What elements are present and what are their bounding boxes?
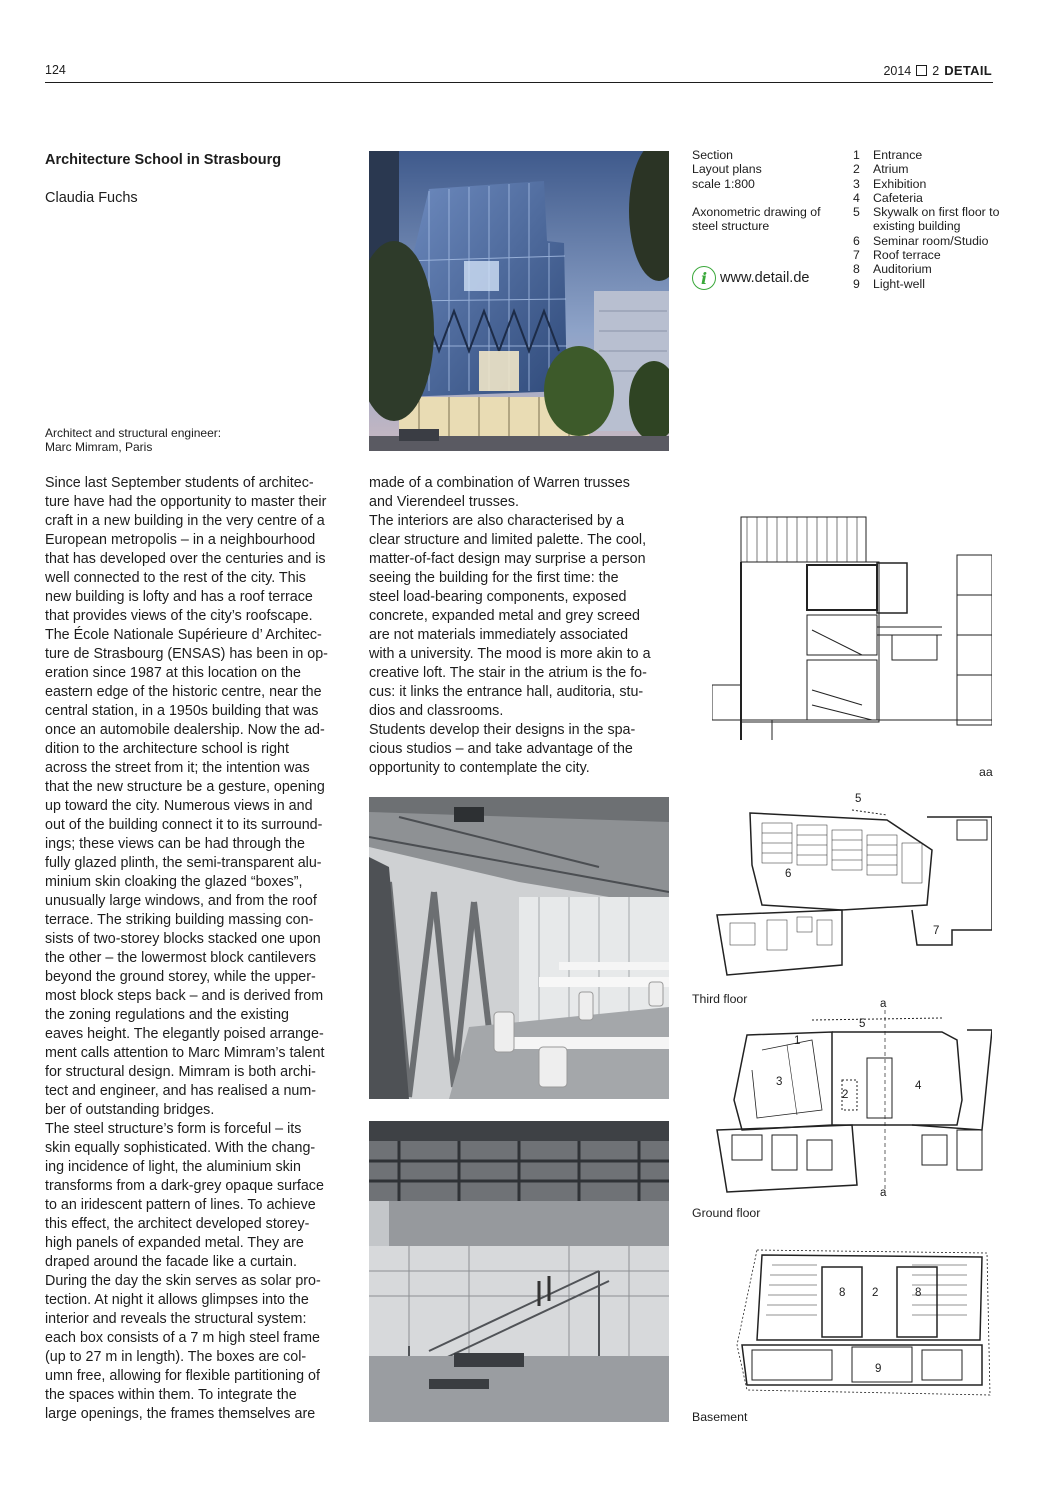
text-line: ment calls attention to Marc Mimram’s talent: [45, 1045, 325, 1061]
text-line: and Vierendeel trusses.: [369, 494, 519, 510]
legend-item: [853, 277, 1003, 291]
text-line: The École Nationale Supérieure d’ Architec-: [45, 627, 322, 643]
legend-list: [853, 148, 1003, 291]
text-line: ture de Strasbourg (ENSAS) has been in op-: [45, 646, 328, 662]
text-line: new building is lofty and has a roof terrace: [45, 589, 313, 605]
text-line: eaves height. The elegantly poised arrange-: [45, 1026, 324, 1042]
third-floor-plan: [712, 795, 992, 980]
text-line: high panels of expanded metal. They are: [45, 1235, 304, 1251]
text-line: interior and reveals the structural system:: [45, 1311, 307, 1327]
credit-value: Marc Mimram, Paris: [45, 440, 153, 454]
plan-number: 7: [933, 925, 940, 937]
info-icon: i: [692, 266, 716, 290]
text-line: craft in a new building in the very centre of a: [45, 513, 325, 529]
text-line: skin equally sophisticated. With the chang-: [45, 1140, 316, 1156]
text-line: ture have had the opportunity to master their: [45, 494, 327, 510]
section-marker: a: [880, 1187, 887, 1199]
text-line: European metropolis – in a neighbourhood: [45, 532, 316, 548]
text-line: creative loft. The stair in the atrium is the fo-: [369, 665, 647, 681]
text-line: seeing the building for the first time: the: [369, 570, 619, 586]
caption-line: Axonometric drawing of: [692, 204, 821, 219]
web-url[interactable]: www.detail.de: [720, 270, 810, 286]
legend-text: Seminar room/Studio: [873, 233, 989, 248]
text-line: dition to the architecture school is right: [45, 741, 289, 757]
text-line: are not materials immediately associated: [369, 627, 629, 643]
plan-number: 8: [915, 1287, 922, 1299]
legend-number: 8: [853, 262, 860, 277]
text-line: tection. At night it allows glimpses into the: [45, 1292, 309, 1308]
text-line: ings; these views can be had through the: [45, 836, 305, 852]
text-line: umn free, allowing for flexible partitioning of: [45, 1368, 320, 1384]
text-line: concrete, expanded metal and grey screed: [369, 608, 641, 624]
text-line: matter-of-fact design may surprise a person: [369, 551, 646, 567]
text-line: across the street from it; the intention was: [45, 760, 310, 776]
plan-number: 4: [915, 1080, 922, 1092]
exterior-photo: [369, 151, 669, 451]
plan-number: 8: [839, 1287, 846, 1299]
text-line: the spaces within them. To integrate the: [45, 1387, 297, 1403]
issue-number: 2: [932, 63, 940, 78]
credit-label: Architect and structural engineer:: [45, 426, 222, 440]
legend-text: Roof terrace: [873, 248, 941, 263]
plan-number: 5: [855, 793, 862, 805]
legend-item: [853, 162, 1003, 176]
text-line: ing incidence of light, the aluminium skin: [45, 1159, 301, 1175]
text-line: made of a combination of Warren trusses: [369, 475, 630, 491]
third-floor-label: Third floor: [692, 992, 748, 1006]
legend-item: [853, 177, 1003, 191]
article-title: Architecture School in Strasbourg: [45, 152, 282, 168]
text-line: tect and engineer, and has realised a num-: [45, 1083, 317, 1099]
interior-studio-photo: [369, 797, 669, 1099]
text-line: out of the building connect it to its surround-: [45, 817, 323, 833]
square-icon: [916, 65, 927, 76]
section-label: aa: [979, 765, 993, 779]
caption-line: Section: [692, 148, 734, 162]
text-line: terrace. The striking building massing con-: [45, 912, 314, 928]
text-line: Since last September students of architec-: [45, 475, 314, 491]
text-line: During the day the skin serves as solar pro-: [45, 1273, 321, 1289]
legend-text: Skywalk on first floor to existing building: [873, 205, 1000, 234]
caption-line: scale 1:800: [692, 176, 755, 191]
text-line: eastern edge of the historic centre, near the: [45, 684, 322, 700]
legend-text: Cafeteria: [873, 190, 923, 205]
text-line: that has developed over the centuries and is: [45, 551, 326, 567]
legend-item: [853, 205, 1003, 234]
web-link[interactable]: [692, 266, 809, 290]
ground-floor-label: Ground floor: [692, 1206, 761, 1220]
text-line: dios and classrooms.: [369, 703, 504, 719]
plan-number: 1: [794, 1035, 801, 1047]
plan-number: 9: [875, 1363, 882, 1375]
legend-item: [853, 148, 1003, 162]
text-line: opportunity to contemplate the city.: [369, 760, 590, 776]
text-line: sists of two-storey blocks stacked one upon: [45, 931, 321, 947]
legend-text: Atrium: [873, 162, 909, 177]
caption-drawings: [692, 148, 821, 233]
text-line: large openings, the frames themselves are: [45, 1406, 316, 1422]
text-line: draped around the facade like a curtain.: [45, 1254, 297, 1270]
legend-item: [853, 191, 1003, 205]
legend-item: [853, 248, 1003, 262]
legend-item: [853, 262, 1003, 276]
atrium-stair-photo: [369, 1121, 669, 1422]
text-line: cus: it links the entrance hall, auditoria, stu-: [369, 684, 644, 700]
magazine-name: DETAIL: [944, 63, 992, 78]
text-line: this effect, the architect developed storey-: [45, 1216, 310, 1232]
legend-number: 7: [853, 248, 860, 263]
text-line: once an automobile dealership. Now the ad-: [45, 722, 325, 738]
article-author: Claudia Fuchs: [45, 190, 138, 206]
text-line: eration since 1987 at this location on the: [45, 665, 301, 681]
text-line: most block steps back – and is derived from: [45, 988, 324, 1004]
text-line: The interiors are also characterised by a: [369, 513, 625, 529]
issue-info: [883, 63, 992, 78]
text-line: minium skin cloaking the glazed “boxes”,: [45, 874, 303, 890]
caption-line: Layout plans: [692, 162, 762, 177]
text-line: cious studios – and take advantage of the: [369, 741, 633, 757]
body-column-2: [369, 474, 669, 778]
text-line: well connected to the rest of the city. This: [45, 570, 306, 586]
text-line: clear structure and limited palette. The cool,: [369, 532, 647, 548]
text-line: fully glazed plinth, the semi-transparent alu-: [45, 855, 322, 871]
text-line: beyond the ground storey, while the upper-: [45, 969, 316, 985]
text-line: central station, in a 1950s building that was: [45, 703, 319, 719]
plan-number: 2: [842, 1089, 849, 1101]
plan-number: 3: [776, 1076, 783, 1088]
text-line: steel load-bearing components, exposed: [369, 589, 627, 605]
text-line: the other – the lowermost block cantilevers: [45, 950, 316, 966]
plan-number: 6: [785, 868, 792, 880]
text-line: ber of outstanding bridges.: [45, 1102, 215, 1118]
page-number: 124: [45, 63, 66, 77]
text-line: transforms from a dark-grey opaque surface: [45, 1178, 324, 1194]
ground-floor-plan: [712, 1000, 992, 1200]
text-line: that provides views of the city’s roofscape.: [45, 608, 313, 624]
legend-number: 3: [853, 176, 860, 191]
legend-number: 9: [853, 276, 860, 291]
text-line: up toward the city. Numerous views in and: [45, 798, 313, 814]
basement-label: Basement: [692, 1410, 748, 1424]
plan-number: 5: [859, 1018, 866, 1030]
legend-text: Exhibition: [873, 176, 927, 191]
text-line: Students develop their designs in the spa-: [369, 722, 636, 738]
body-column-1: [45, 474, 350, 1424]
section-marker: a: [880, 998, 887, 1010]
header-rule: [45, 82, 993, 83]
legend-item: [853, 234, 1003, 248]
text-line: the zoning regulations and the existing: [45, 1007, 290, 1023]
legend-number: 1: [853, 148, 860, 162]
caption-line: steel structure: [692, 219, 770, 234]
text-line: to an iridescent pattern of lines. To achieve: [45, 1197, 316, 1213]
text-line: The steel structure’s form is forceful – its: [45, 1121, 302, 1137]
legend-text: Auditorium: [873, 262, 932, 277]
basement-plan: [712, 1245, 992, 1405]
legend-number: 2: [853, 162, 860, 177]
plan-number: 2: [872, 1287, 879, 1299]
text-line: with a university. The mood is more akin to a: [369, 646, 651, 662]
legend-number: 4: [853, 190, 860, 205]
text-line: each box consists of a 7 m high steel frame: [45, 1330, 320, 1346]
section-drawing: [712, 515, 992, 740]
text-line: unusually large windows, and from the roof: [45, 893, 317, 909]
issue-year: 2014: [883, 63, 912, 78]
text-line: for structural design. Mimram is both archi-: [45, 1064, 316, 1080]
legend-text: Entrance: [873, 148, 923, 162]
text-line: that the new structure be a gesture, opening: [45, 779, 325, 795]
text-line: (up to 27 m in length). The boxes are col-: [45, 1349, 307, 1365]
legend-text: Light-well: [873, 276, 925, 291]
legend-number: 6: [853, 233, 860, 248]
legend-number: 5: [853, 205, 860, 220]
